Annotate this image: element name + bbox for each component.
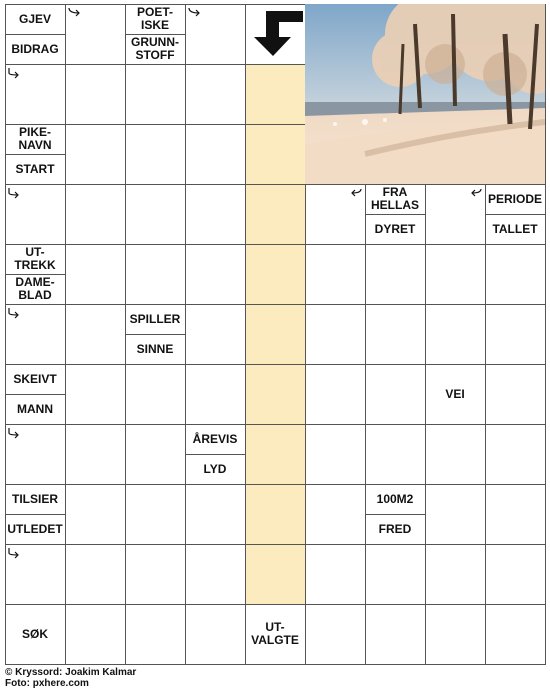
clue-c21: UTLEDET (7, 521, 63, 536)
grid-cell[interactable] (125, 184, 186, 245)
clue-c16: MANN (17, 401, 53, 416)
clue-arrow-icon (7, 547, 21, 559)
grid-cell[interactable] (125, 544, 186, 605)
clue-arrow-icon (67, 7, 81, 19)
grid-cell[interactable] (425, 244, 486, 305)
grid-cell[interactable] (305, 604, 366, 665)
clue-c11: UT- TREKK (14, 245, 56, 272)
clue-divider (5, 154, 65, 155)
grid-cell[interactable] (245, 364, 306, 425)
clue-c20: TILSIER (11, 491, 58, 506)
grid-cell[interactable] (185, 184, 246, 245)
grid-cell[interactable] (305, 244, 366, 305)
credits (5, 667, 136, 689)
grid-cell[interactable] (245, 424, 306, 485)
grid-cell[interactable] (245, 124, 306, 185)
clue-c9: PERIODE (487, 191, 542, 206)
grid-cell[interactable] (245, 304, 306, 365)
grid-cell[interactable] (305, 424, 366, 485)
clue-arrow-icon (7, 187, 21, 199)
grid-cell[interactable] (125, 364, 186, 425)
clue-divider (185, 454, 245, 455)
grid-cell[interactable] (185, 124, 246, 185)
grid-cell[interactable] (65, 124, 126, 185)
clue-c1: GJEV (18, 11, 51, 26)
grid-cell[interactable] (185, 604, 246, 665)
clue-c4: GRUNN- STOFF (131, 35, 179, 62)
clue-divider (365, 514, 425, 515)
clue-arrow-icon (7, 307, 21, 319)
grid-cell[interactable] (365, 304, 426, 365)
grid-cell[interactable] (245, 244, 306, 305)
grid-cell[interactable] (65, 244, 126, 305)
grid-cell[interactable] (125, 64, 186, 125)
grid-cell[interactable] (65, 304, 126, 365)
clue-divider (5, 34, 65, 35)
grid-cell[interactable] (485, 484, 546, 545)
credit-photo: Foto: pxhere.com (5, 678, 89, 689)
grid-cell[interactable] (125, 244, 186, 305)
clue-arrow-icon (7, 67, 21, 79)
clue-c6: START (15, 161, 55, 176)
clue-c15: SKEIVT (13, 371, 57, 386)
grid-cell[interactable] (65, 544, 126, 605)
clue-c14: SINNE (136, 341, 174, 356)
clue-c22: 100M2 (376, 491, 414, 506)
grid-cell[interactable] (425, 484, 486, 545)
grid-cell[interactable] (245, 544, 306, 605)
grid-cell[interactable] (65, 64, 126, 125)
grid-cell[interactable] (185, 544, 246, 605)
grid-cell[interactable] (365, 244, 426, 305)
grid-cell[interactable] (65, 484, 126, 545)
clue-c8: DYRET (374, 221, 416, 236)
grid-cell[interactable] (245, 484, 306, 545)
grid-cell[interactable] (65, 184, 126, 245)
clue-divider (5, 514, 65, 515)
clue-c23: FRED (378, 521, 412, 536)
grid-cell[interactable] (305, 364, 366, 425)
clue-divider (125, 34, 185, 35)
grid-cell[interactable] (425, 604, 486, 665)
grid-cell[interactable] (65, 424, 126, 485)
clue-c13: SPILLER (129, 311, 181, 326)
grid-cell[interactable] (485, 604, 546, 665)
clue-c2: BIDRAG (11, 41, 59, 56)
clue-c25: UT- VALGTE (251, 620, 299, 647)
clue-c5: PIKE- NAVN (18, 125, 52, 152)
grid-cell[interactable] (305, 304, 366, 365)
grid-cell[interactable] (65, 604, 126, 665)
grid-cell[interactable] (485, 364, 546, 425)
grid-cell[interactable] (245, 64, 306, 125)
grid-cell[interactable] (485, 544, 546, 605)
grid-cell[interactable] (485, 244, 546, 305)
grid-cell[interactable] (365, 424, 426, 485)
grid-cell[interactable] (185, 244, 246, 305)
clue-c7: FRA HELLAS (371, 185, 419, 212)
clue-divider (365, 214, 425, 215)
grid-cell[interactable] (185, 484, 246, 545)
grid-cell[interactable] (65, 364, 126, 425)
grid-cell[interactable] (305, 484, 366, 545)
grid-cell[interactable] (125, 424, 186, 485)
clue-c17: VEI (445, 386, 465, 401)
clue-c24: SØK (21, 626, 48, 641)
grid-cell[interactable] (425, 304, 486, 365)
clue-c10: TALLET (492, 221, 538, 236)
grid-cell[interactable] (425, 544, 486, 605)
clue-c12: DAME- BLAD (15, 275, 55, 302)
grid-cell[interactable] (485, 304, 546, 365)
grid-cell[interactable] (305, 544, 366, 605)
credit-crossword: © Kryssord: Joakim Kalmar (5, 667, 137, 678)
clue-c3: POET- ISKE (136, 5, 173, 32)
clue-arrow-icon (187, 7, 201, 19)
clue-c18: ÅREVIS (192, 431, 238, 446)
clue-arrow-icon (7, 427, 21, 439)
winter-photo (305, 4, 545, 184)
grid-cell[interactable] (185, 304, 246, 365)
clue-divider (5, 394, 65, 395)
grid-cell[interactable] (125, 484, 186, 545)
grid-cell[interactable] (425, 424, 486, 485)
grid-cell[interactable] (365, 604, 426, 665)
grid-cell[interactable] (245, 184, 306, 245)
direction-arrow-icon (245, 4, 305, 64)
clue-divider (485, 214, 545, 215)
clue-divider (125, 334, 185, 335)
grid-cell[interactable] (125, 124, 186, 185)
grid-cell[interactable] (485, 424, 546, 485)
clue-arrow-icon (469, 187, 483, 199)
grid-cell[interactable] (185, 364, 246, 425)
grid-cell[interactable] (365, 544, 426, 605)
grid-cell[interactable] (125, 604, 186, 665)
clue-c19: LYD (203, 461, 227, 476)
clue-arrow-icon (349, 187, 363, 199)
grid-cell[interactable] (365, 364, 426, 425)
grid-cell[interactable] (185, 64, 246, 125)
clue-divider (5, 274, 65, 275)
